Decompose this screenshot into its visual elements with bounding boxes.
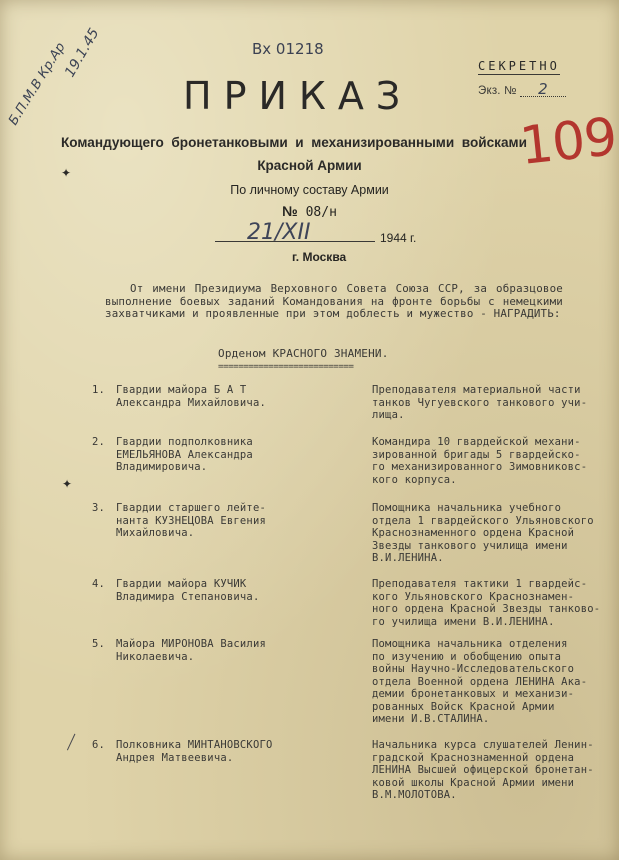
award-underline: =========================== (218, 362, 354, 372)
recipient-position: Помощника начальника учебного отдела 1 гвардейского Ульяновского Краснознаменного ордена Красной Звезды танкового училища имени В.И.ЛЕНИНА. (372, 502, 594, 564)
secret-label: СЕКРЕТНО (478, 59, 560, 73)
recipient-number: 5. (92, 638, 106, 650)
recipient-position: Командира 10 гвардейской механи- зированной бригады 5 гвардейско- го механизированного Зимовниковс- кого корпуса. (372, 436, 588, 486)
corner-note-date: 19.1.45 (62, 25, 103, 80)
recipient-name: Гвардии старшего лейте- нанта КУЗНЕЦОВА Евгения Михайловича. (116, 502, 266, 539)
order-number-prefix: № (282, 203, 298, 219)
subtitle-line2: Красной Армии (257, 158, 362, 173)
copy-number: 2 (520, 83, 566, 97)
recipient-number: 3. (92, 502, 106, 514)
red-registration-number: 109 (517, 107, 619, 177)
recipient-number: 2. (92, 436, 106, 448)
award-heading: Орденом КРАСНОГО ЗНАМЕНИ. (218, 347, 389, 360)
date-year: 1944 г. (380, 231, 417, 245)
archive-mark: Вх 01218 (252, 40, 324, 58)
subtitle-line3: По личному составу Армии (230, 183, 389, 197)
recipient-number: 6. (92, 739, 106, 751)
recipient-position: Преподавателя тактики 1 гвардейс- кого Ульяновского Краснознамен- ного ордена Красной Звезды танково- го училища имени В.И.ЛЕНИНА. (372, 578, 601, 628)
intro-paragraph: От имени Президиума Верховного Совета Союза ССР, за образцовое выполнение боевых заданий Командования на фронте борьбы с немецкими захватчиками и проявленные при этом доблесть и мужество - НАГРАДИТЬ: (105, 282, 563, 321)
order-number: 08/н (305, 205, 337, 220)
recipient-position: Помощника начальника отделения по изучению и обобщению опыта войны Научно-Исследовательского отдела Военной ордена ЛЕНИНА Ака- демии бронетанковых и механизи- рованных Войск Красной Армии имени И.В.СТАЛИНА. (372, 638, 588, 725)
date-handwritten: 21/XII (247, 220, 311, 245)
recipient-number: 4. (92, 578, 106, 590)
copy-label: Экз. № (478, 85, 517, 97)
subtitle-line1: Командующего бронетанковыми и механизированными войсками (61, 135, 527, 150)
recipient-name: Майора МИРОНОВА Василия Николаевича. (116, 638, 266, 663)
document-title: ПРИКАЗ (183, 74, 413, 118)
recipient-name: Гвардии майора КУЧИК Владимира Степановича. (116, 578, 260, 603)
binding-hole-mark: ✦ (61, 166, 72, 180)
binding-hole-mark: ✦ (62, 477, 73, 491)
recipient-position: Преподавателя материальной части танков Чугуевского танкового учи- лища. (372, 384, 588, 421)
corner-note-line1: Б.П.М.В Кр.Ар (6, 40, 69, 128)
place: г. Москва (292, 250, 347, 264)
recipient-name: Полковника МИНТАНОВСКОГО Андрея Матвеевича. (116, 739, 273, 764)
recipient-name: Гвардии майора Б А Т Александра Михайловича. (116, 384, 266, 409)
recipient-position: Начальника курса слушателей Ленин- градской Краснознаменной ордена ЛЕНИНА Высшей офицерской бронетан- ковой школы Красной Армии имени В.М.МОЛОТОВА. (372, 739, 594, 801)
recipient-name: Гвардии подполковника ЕМЕЛЬЯНОВА Александра Владимировича. (116, 436, 253, 473)
recipient-number: 1. (92, 384, 106, 396)
